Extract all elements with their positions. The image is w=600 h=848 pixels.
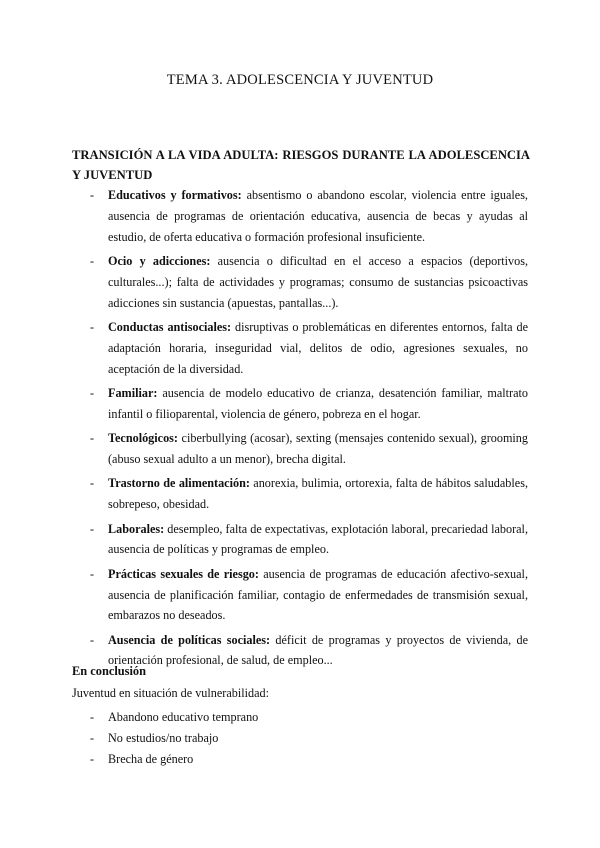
bullet-dash: - bbox=[90, 521, 95, 536]
conclusion-item-text: Brecha de género bbox=[108, 752, 194, 766]
risk-item-laborales bbox=[90, 519, 528, 561]
section-heading: TRANSICIÓN A LA VIDA ADULTA: RIESGOS DURANTE LA ADOLESCENCIA Y JUVENTUD bbox=[72, 148, 530, 182]
risk-list bbox=[0, 185, 600, 675]
risk-label: Conductas antisociales: bbox=[108, 319, 232, 334]
risk-text: disruptivas o problemáticas en diferentes entornos, falta de adaptación horaria, inseguridad vial, delitos de odio, agresiones sexuales, no aceptación de la diversidad. bbox=[108, 319, 528, 376]
bullet-dash: - bbox=[90, 710, 95, 724]
risk-label: Trastorno de alimentación: bbox=[108, 476, 250, 491]
risk-item-alimentacion bbox=[90, 473, 528, 515]
risk-label: Ocio y adicciones: bbox=[108, 253, 211, 268]
conclusion-item bbox=[90, 707, 259, 728]
conclusion-intro: Juventud en situación de vulnerabilidad: bbox=[72, 686, 269, 700]
risk-label: Familiar: bbox=[108, 385, 158, 400]
risk-label: Laborales: bbox=[108, 521, 165, 536]
risk-item-conductas bbox=[90, 317, 528, 379]
risk-text: ausencia o dificultad en el acceso a espacios (deportivos, culturales...); falta de actividades y programas; consumo de sustancias psicoactivas adicciones sin sustancia (apuestas, pantallas...). bbox=[108, 253, 529, 310]
risk-text: déficit de programas y proyectos de vivienda, de orientación profesional, de salud, de empleo... bbox=[108, 632, 528, 668]
bullet-dash: - bbox=[90, 731, 95, 745]
conclusion-list bbox=[0, 707, 258, 770]
risk-label: Prácticas sexuales de riesgo: bbox=[108, 566, 259, 581]
risk-label: Ausencia de políticas sociales: bbox=[108, 632, 271, 647]
risk-item-familiar bbox=[90, 383, 528, 425]
risk-text: desempleo, falta de expectativas, explotación laboral, precariedad laboral, ausencia de políticas y programas de empleo. bbox=[108, 521, 528, 557]
bullet-dash: - bbox=[90, 476, 95, 491]
bullet-dash: - bbox=[90, 566, 95, 581]
risk-label: Tecnológicos: bbox=[108, 431, 178, 446]
risk-item-tecnologicos bbox=[90, 428, 528, 470]
conclusion-item-text: No estudios/no trabajo bbox=[108, 731, 219, 745]
risk-text: ciberbullying (acosar), sexting (mensajes contenido sexual), grooming (abuso sexual adulto a un menor), brecha digital. bbox=[108, 431, 528, 466]
bullet-dash: - bbox=[90, 319, 95, 334]
risk-item-educativos bbox=[90, 185, 528, 247]
conclusion-item bbox=[90, 728, 258, 749]
risk-text: ausencia de programas de educación afectivo-sexual, ausencia de planificación familiar, contagio de enfermedades de transmisión sexual, embarazos no deseados. bbox=[108, 566, 528, 623]
bullet-dash: - bbox=[90, 752, 95, 766]
conclusion-item bbox=[90, 749, 258, 770]
risk-label: Educativos y formativos: bbox=[108, 188, 242, 202]
bullet-dash: - bbox=[90, 188, 95, 202]
document-title: TEMA 3. ADOLESCENCIA Y JUVENTUD bbox=[166, 72, 434, 88]
risk-item-ocio bbox=[90, 251, 529, 313]
risk-text: ausencia de modelo educativo de crianza, desatención familiar, maltrato infantil o filioparental, violencia de género, pobreza en el hogar. bbox=[108, 385, 528, 421]
bullet-dash: - bbox=[90, 385, 95, 400]
conclusion-item-text: Abandono educativo temprano bbox=[108, 710, 259, 724]
bullet-dash: - bbox=[90, 253, 95, 268]
risk-text: anorexia, bulimia, ortorexia, falta de hábitos saludables, sobrepeso, obesidad. bbox=[108, 476, 528, 512]
bullet-dash: - bbox=[90, 632, 95, 647]
risk-item-politicas-sociales bbox=[90, 630, 528, 672]
conclusion-heading: En conclusión bbox=[72, 664, 147, 678]
risk-text: absentismo o abandono escolar, violencia entre iguales, ausencia de programas de orientación educativa, ausencia de becas y ayudas al estudio, de oferta educativa o formación profesional insuficiente. bbox=[108, 188, 528, 244]
bullet-dash: - bbox=[90, 431, 95, 446]
risk-item-practicas-sexuales bbox=[90, 564, 528, 626]
